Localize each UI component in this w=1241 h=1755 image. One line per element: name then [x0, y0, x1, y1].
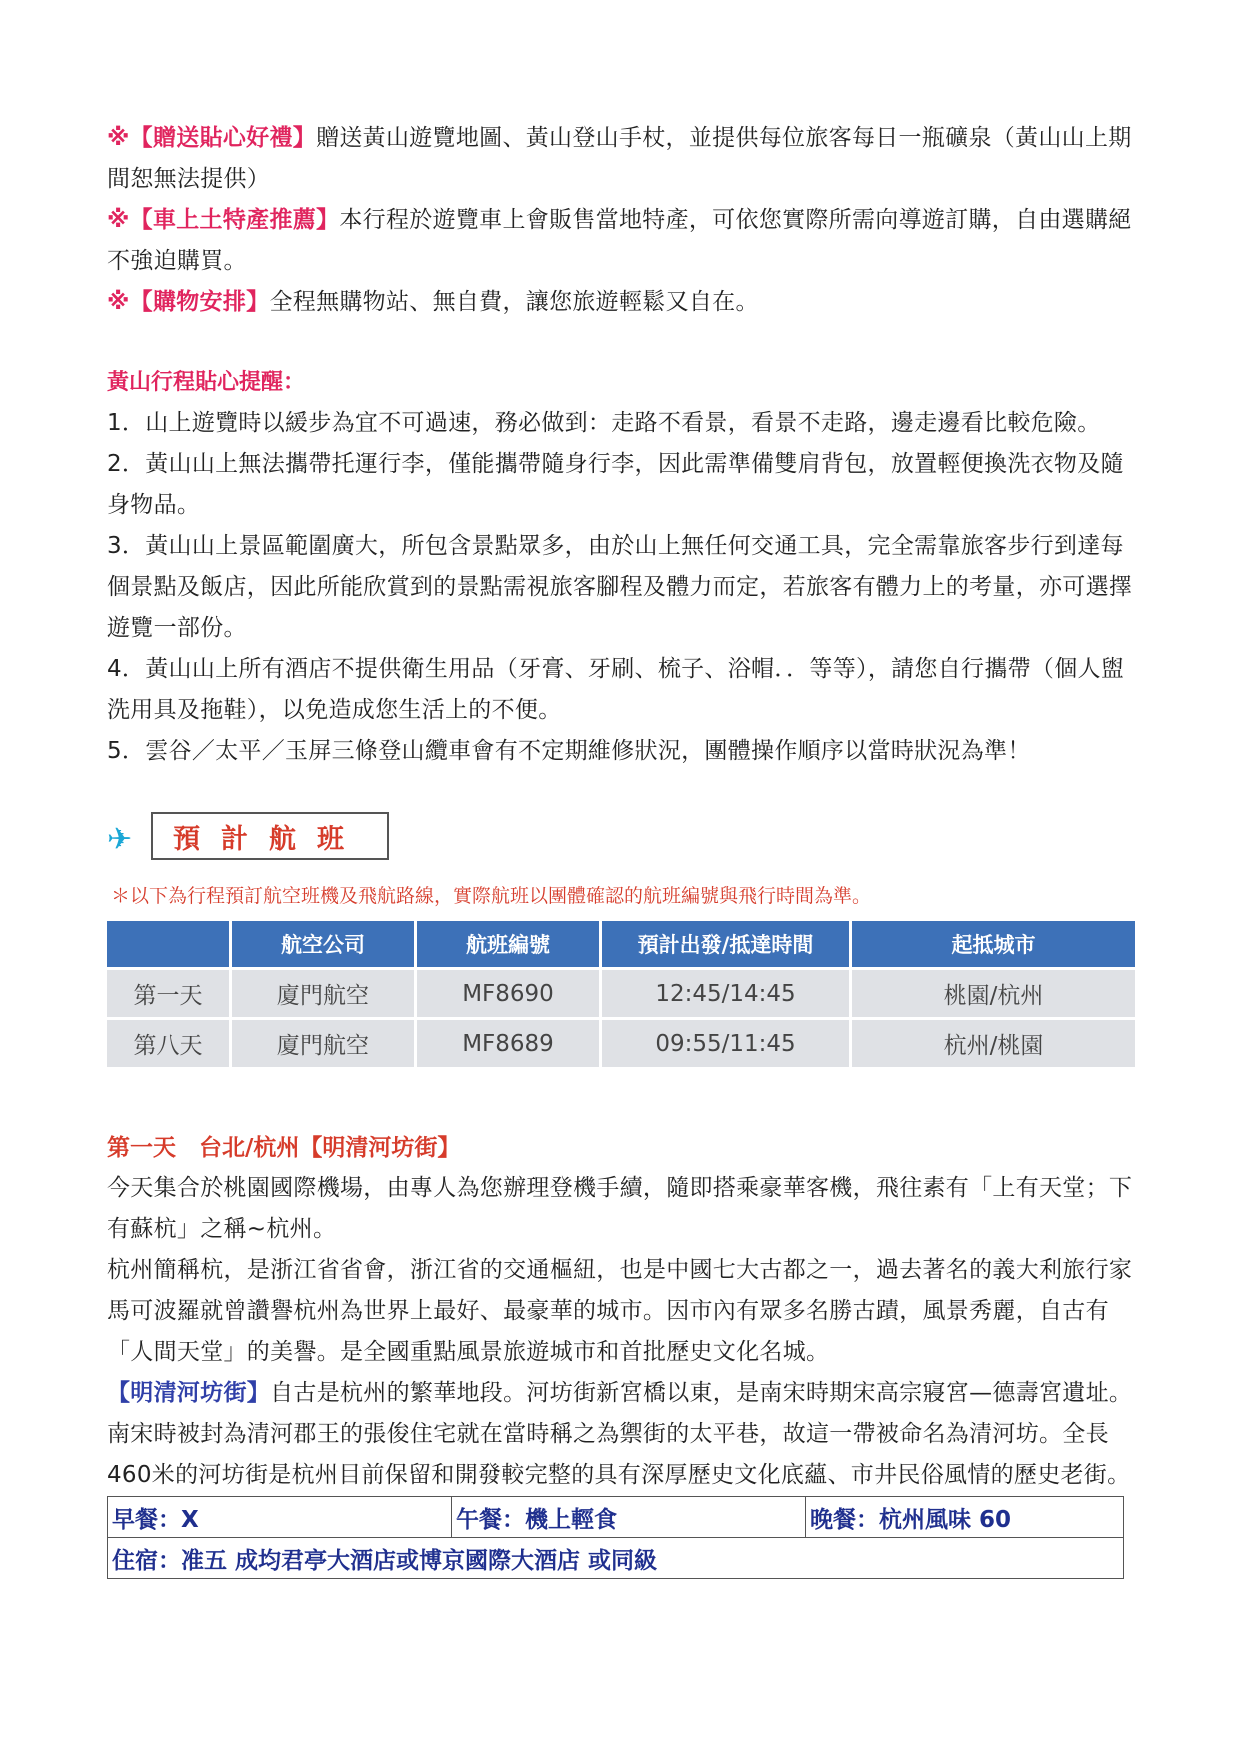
specialty-text: 本行程於遊覽車上會販售當地特產，可依您實際所需向導遊訂購，自由選購絕不強迫購買。 — [107, 207, 1132, 274]
flight-table-header — [107, 921, 1135, 967]
flight-section-header — [107, 812, 1137, 878]
table-row — [107, 1020, 1135, 1067]
gift-paragraph — [107, 118, 1137, 200]
reminders-title: 黃山行程貼心提醒： — [107, 370, 306, 395]
flight-header-cell: 預計出發/抵達時間 — [602, 921, 849, 967]
flight-cell: 杭州/桃園 — [852, 1020, 1135, 1067]
breakfast-cell: 早餐：X — [108, 1497, 452, 1538]
shopping-paragraph — [107, 282, 1137, 323]
lodging-cell: 住宿：准五 成均君亭大酒店或博京國際大酒店 或同級 — [108, 1538, 1124, 1579]
flight-cell: MF8689 — [417, 1020, 599, 1067]
flight-cell: 第八天 — [107, 1020, 229, 1067]
flight-cell: 12:45/14:45 — [602, 970, 849, 1017]
flight-cell: 廈門航空 — [232, 970, 414, 1017]
reminder-item: 1．山上遊覽時以緩步為宜不可過速，務必做到：走路不看景，看景不走路，邊走邊看比較危險。 — [107, 410, 1101, 436]
hefang-street-label: 【明清河坊街】 — [107, 1380, 271, 1406]
flight-cell: 第一天 — [107, 970, 229, 1017]
hefang-street-text: 自古是杭州的繁華地段。河坊街新宮橋以東，是南宋時期宋高宗寢宮—德壽宮遺址。南宋時被封為清河郡王的張俊住宅就在當時稱之為禦街的太平巷，故這一帶被命名為清河坊。全長460米的河坊街是杭州目前保留和開發較完整的具有深厚歷史文化底蘊、市井民俗風情的歷史老街。 — [107, 1380, 1133, 1488]
itinerary-page — [107, 118, 1137, 1579]
flight-header-cell: 航班編號 — [417, 921, 599, 967]
meals-table — [107, 1496, 1124, 1579]
flight-table — [104, 918, 1138, 1070]
gift-label: ※【贈送貼心好禮】 — [107, 125, 317, 151]
table-row — [107, 970, 1135, 1017]
specialty-paragraph — [107, 200, 1137, 282]
shopping-label: ※【購物安排】 — [107, 289, 270, 315]
flight-cell: 廈門航空 — [232, 1020, 414, 1067]
flight-section-title: 預計航班 — [151, 812, 389, 860]
table-row — [108, 1497, 1124, 1538]
dinner-cell: 晚餐：杭州風味 60 — [806, 1497, 1124, 1538]
reminder-item: 2．黃山山上無法攜帶托運行李，僅能攜帶隨身行李，因此需準備雙肩背包，放置輕便換洗衣物及隨身物品。 — [107, 451, 1124, 518]
flight-header-cell: 航空公司 — [232, 921, 414, 967]
day1-paragraph: 杭州簡稱杭，是浙江省省會，浙江省的交通樞紐，也是中國七大古都之一，過去著名的義大利旅行家馬可波羅就曾讚譽杭州為世界上最好、最豪華的城市。因市內有眾多名勝古蹟，風景秀麗，自古有「人間天堂」的美譽。是全國重點風景旅遊城市和首批歷史文化名城。 — [107, 1257, 1133, 1365]
day1-title: 第一天 台北/杭州【明清河坊街】 — [107, 1135, 461, 1161]
lunch-cell: 午餐：機上輕食 — [452, 1497, 806, 1538]
airplane-icon: ✈ — [107, 822, 133, 857]
table-row — [108, 1538, 1124, 1579]
flight-cell: MF8690 — [417, 970, 599, 1017]
gift-text: 贈送黃山遊覽地圖、黃山登山手杖，並提供每位旅客每日一瓶礦泉（黃山山上期間恕無法提供） — [107, 125, 1132, 192]
reminder-item: 3．黃山山上景區範圍廣大，所包含景點眾多，由於山上無任何交通工具，完全需靠旅客步行到達每個景點及飯店，因此所能欣賞到的景點需視旅客腳程及體力而定，若旅客有體力上的考量，亦可選擇遊覽一部份。 — [107, 533, 1133, 641]
day1-paragraph — [107, 1373, 1137, 1496]
flight-header-cell: 起抵城市 — [852, 921, 1135, 967]
reminder-item: 4．黃山山上所有酒店不提供衛生用品（牙膏、牙刷、梳子、浴帽．．等等），請您自行攜帶（個人盥洗用具及拖鞋），以免造成您生活上的不便。 — [107, 656, 1125, 723]
flight-note: ＊以下為行程預訂航空班機及飛航路線，實際航班以團體確認的航班編號與飛行時間為準。 — [111, 885, 872, 907]
flight-cell: 09:55/11:45 — [602, 1020, 849, 1067]
reminder-item: 5．雲谷／太平／玉屏三條登山纜車會有不定期維修狀況，團體操作順序以當時狀況為準！ — [107, 738, 1031, 764]
day1-paragraph: 今天集合於桃園國際機場，由專人為您辦理登機手續，隨即搭乘豪華客機，飛往素有「上有天堂；下有蘇杭」之稱~杭州。 — [107, 1175, 1133, 1242]
flight-cell: 桃園/杭州 — [852, 970, 1135, 1017]
shopping-text: 全程無購物站、無自費，讓您旅遊輕鬆又自在。 — [269, 289, 759, 315]
flight-header-cell — [107, 921, 229, 967]
specialty-label: ※【車上土特產推薦】 — [107, 207, 340, 233]
